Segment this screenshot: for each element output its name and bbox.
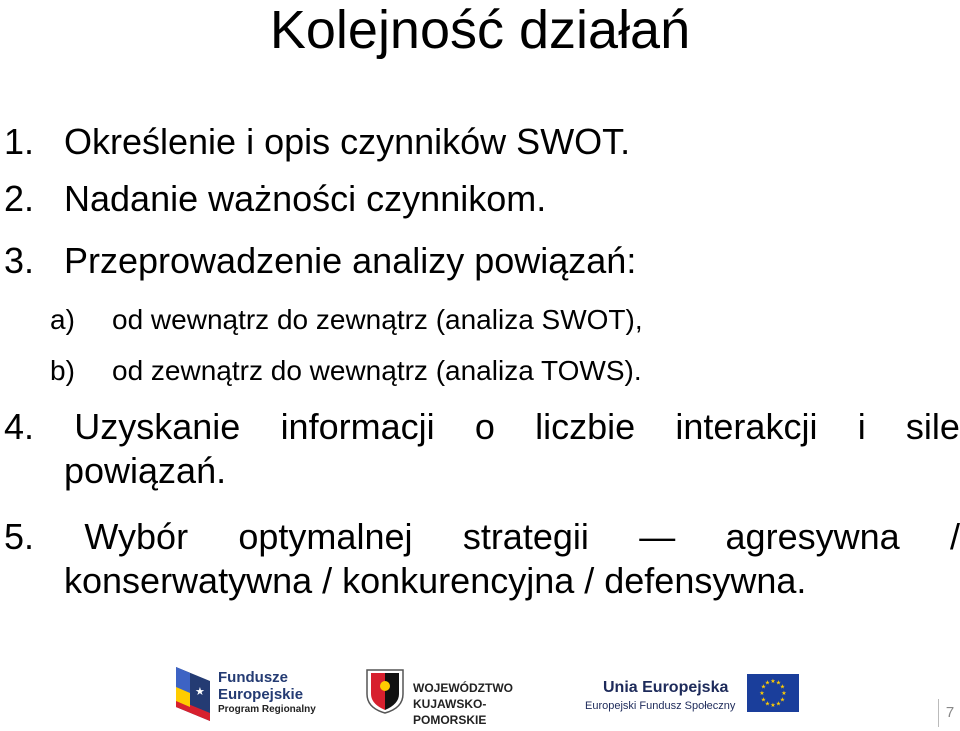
list-item-3 [4, 239, 636, 283]
word: interakcji [675, 406, 818, 447]
svg-text:★: ★ [775, 700, 782, 708]
list-item-text: Przeprowadzenie analizy powiązań: [64, 240, 637, 281]
woj-line1: WOJEWÓDZTWO [413, 681, 513, 695]
list-item-2 [4, 177, 546, 221]
svg-text:★: ★ [760, 696, 767, 704]
svg-text:★: ★ [759, 690, 765, 697]
crest-icon [365, 668, 405, 714]
word: liczbie [535, 406, 636, 447]
ue-line2: Europejski Fundusz Społeczny [585, 700, 736, 712]
word: 5. [4, 516, 35, 557]
ue-line1: Unia Europejska [603, 679, 729, 696]
page-number: 7 [938, 699, 960, 727]
woj-text [413, 680, 555, 728]
list-item-5-line2: konserwatywna / konkurencyjna / defensywna. [64, 560, 807, 601]
list-item-number: 1. [4, 121, 35, 162]
list-item-1 [4, 120, 630, 164]
svg-text:★: ★ [779, 696, 786, 704]
fundusze-europejskie-logo [176, 665, 336, 725]
woj-line2: KUJAWSKO-POMORSKIE [413, 697, 487, 727]
list-item-number: 3. [4, 240, 35, 281]
word: i [857, 406, 866, 447]
sub-item-text: od zewnątrz do wewnątrz (analiza TOWS). [112, 355, 642, 386]
sub-item-b [50, 353, 642, 389]
word: informacji [280, 406, 435, 447]
sub-item-a [50, 302, 643, 338]
fe-text [218, 669, 316, 717]
list-item-text: Nadanie ważności czynnikom. [64, 178, 547, 219]
word: sile [905, 406, 960, 447]
wojewodztwo-logo [365, 674, 555, 727]
list-item-4-line2: powiązań. [64, 450, 227, 491]
svg-text:★: ★ [775, 679, 782, 687]
fe-line2: Europejskie [218, 686, 304, 703]
word: — [639, 516, 676, 557]
ue-text [585, 678, 735, 714]
fe-line3: Program Regionalny [218, 704, 316, 715]
list-item-5-line1 [0, 515, 960, 559]
svg-text:★: ★ [764, 700, 771, 708]
list-item-5 [0, 515, 960, 603]
word: 4. [4, 406, 35, 447]
list-item-4-line1 [0, 405, 960, 449]
word: Wybór [84, 516, 189, 557]
sub-item-text: od wewnątrz do zewnątrz (analiza SWOT), [112, 304, 643, 335]
svg-text:★: ★ [779, 683, 786, 691]
word: Uzyskanie [74, 406, 241, 447]
svg-text:★: ★ [770, 702, 776, 709]
svg-text:★: ★ [760, 683, 767, 691]
slide-title: Kolejność działań [269, 0, 691, 60]
svg-text:★: ★ [764, 679, 771, 687]
fe-line1: Fundusze [218, 669, 288, 686]
footer-logos [0, 660, 960, 731]
sub-item-label: b) [50, 355, 75, 386]
eu-flag-icon [747, 674, 799, 712]
sub-item-label: a) [50, 304, 75, 335]
word: agresywna [725, 516, 900, 557]
fe-flag-icon [176, 667, 210, 721]
word: strategii [462, 516, 589, 557]
word: optymalnej [238, 516, 413, 557]
word: / [949, 516, 960, 557]
list-item-text: Określenie i opis czynników SWOT. [64, 121, 631, 162]
svg-text:★: ★ [770, 678, 776, 685]
svg-text:★: ★ [781, 690, 787, 697]
list-item-number: 2. [4, 178, 35, 219]
list-item-4 [0, 405, 960, 493]
unia-europejska-logo [585, 674, 825, 724]
svg-text:★: ★ [195, 685, 205, 698]
word: o [474, 406, 495, 447]
